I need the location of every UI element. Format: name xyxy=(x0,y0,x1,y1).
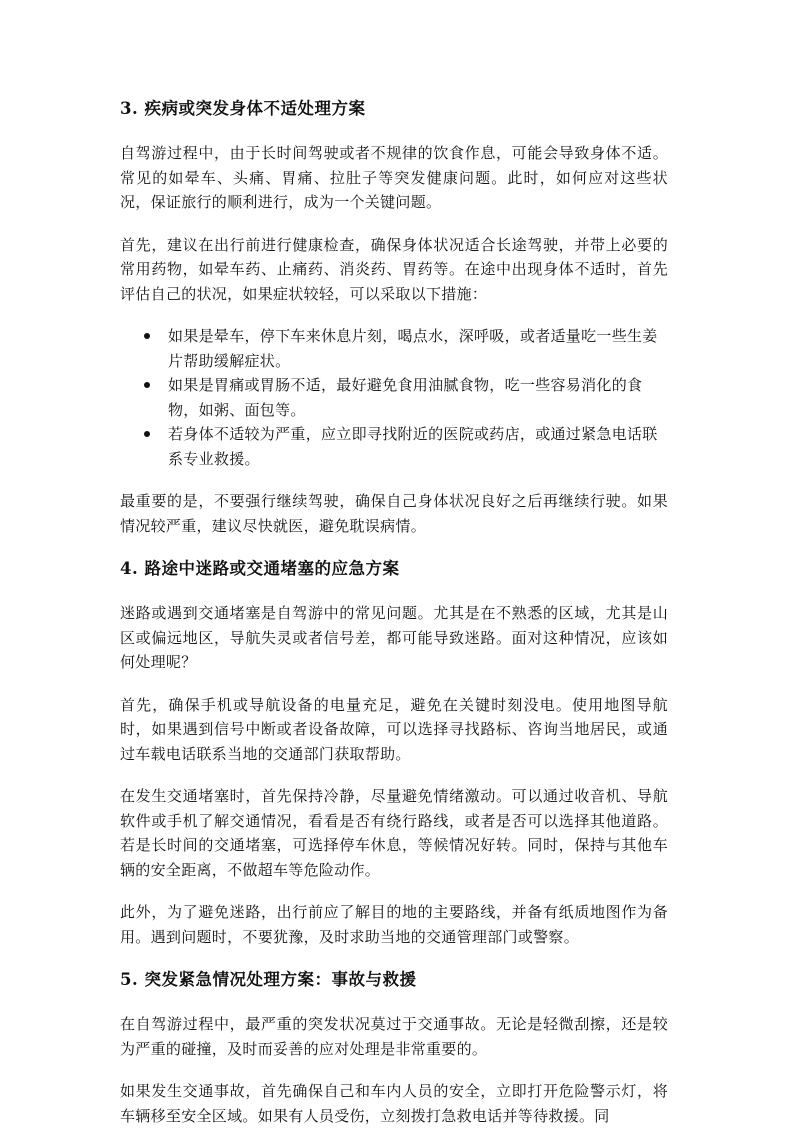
section-4-heading: 4. 路途中迷路或交通堵塞的应急方案 xyxy=(120,559,400,578)
section-3-paragraph-3: 最重要的是，不要强行继续驾驶，确保自己身体状况良好之后再继续行驶。如果情况较严重，建议尽快就医，避免耽误病情。 xyxy=(120,492,668,535)
section-3-bullet-list xyxy=(120,324,668,471)
section-5-paragraph-2: 如果发生交通事故，首先确保自己和车内人员的安全，立即打开危险警示灯，将车辆移至安全区域。如果有人员受伤，立刻拨打急救电话并等待救援。同 xyxy=(120,1082,668,1125)
list-item: 如果是晕车，停下车来休息片刻，喝点水，深呼吸，或者适量吃一些生姜片帮助缓解症状。 xyxy=(120,324,668,373)
document-body xyxy=(120,96,668,1128)
section-3-paragraph-2: 首先，建议在出行前进行健康检查，确保身体状况适合长途驾驶，并带上必要的常用药物，如晕车药、止痛药、消炎药、胃药等。在途中出现身体不适时，首先评估自己的状况，如果症状较轻，可以采取以下措施： xyxy=(120,235,668,303)
section-3-heading: 3. 疾病或突发身体不适处理方案 xyxy=(120,99,366,118)
section-4-paragraph-2: 首先，确保手机或导航设备的电量充足，避免在关键时刻没电。使用地图导航时，如果遇到信号中断或者设备故障，可以选择寻找路标、咨询当地居民，或通过车载电话联系当地的交通部门获取帮助。 xyxy=(120,695,668,763)
section-4-paragraph-3: 在发生交通堵塞时，首先保持冷静，尽量避免情绪激动。可以通过收音机、导航软件或手机了解交通情况，看看是否有绕行路线，或者是否可以选择其他道路。若是长时间的交通堵塞，可选择停车休息，等候情况好转。同时，保持与其他车辆的安全距离，不做超车等危险动作。 xyxy=(120,787,668,879)
section-5-paragraph-1: 在自驾游过程中，最严重的突发状况莫过于交通事故。无论是轻微刮擦，还是较为严重的碰撞，及时而妥善的应对处理是非常重要的。 xyxy=(120,1015,668,1058)
section-3-paragraph-1: 自驾游过程中，由于长时间驾驶或者不规律的饮食作息，可能会导致身体不适。常见的如晕车、头痛、胃痛、拉肚子等突发健康问题。此时，如何应对这些状况，保证旅行的顺利进行，成为一个关键问题。 xyxy=(120,144,668,211)
section-4-paragraph-4: 此外，为了避免迷路，出行前应了解目的地的主要路线，并备有纸质地图作为备用。遇到问题时，不要犹豫，及时求助当地的交通管理部门或警察。 xyxy=(120,903,668,946)
bullet-icon xyxy=(144,333,150,339)
bullet-icon xyxy=(144,382,150,388)
list-item: 如果是胃痛或胃肠不适，最好避免食用油腻食物，吃一些容易消化的食物，如粥、面包等。 xyxy=(120,373,668,422)
section-5-heading: 5. 突发紧急情况处理方案：事故与救援 xyxy=(120,970,417,989)
bullet-icon xyxy=(144,431,150,437)
section-4-paragraph-1: 迷路或遇到交通堵塞是自驾游中的常见问题。尤其是在不熟悉的区域，尤其是山区或偏远地区，导航失灵或者信号差，都可能导致迷路。面对这种情况，应该如何处理呢？ xyxy=(120,604,668,671)
list-item: 若身体不适较为严重，应立即寻找附近的医院或药店，或通过紧急电话联系专业救援。 xyxy=(120,422,668,471)
